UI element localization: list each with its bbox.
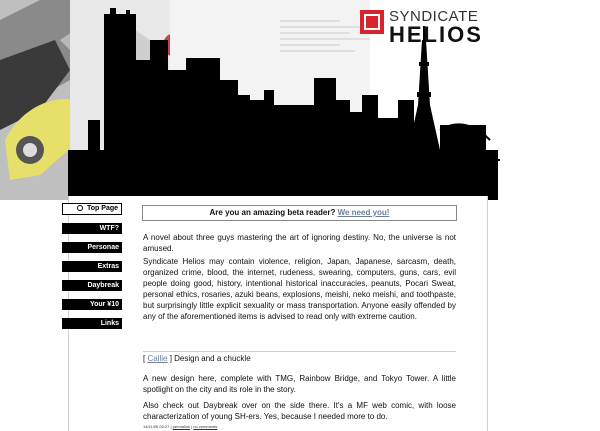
nav-top-page[interactable] [62, 203, 122, 215]
post-timestamp: 14/11/06 00:27 [143, 424, 170, 429]
nav-label: Top Page [87, 205, 118, 212]
post-heading [143, 351, 456, 363]
intro-paragraph: A novel about three guys mastering the art of ignoring destiny. No, the universe is not amused. [143, 233, 456, 253]
post-title: Design and a chuckle [171, 354, 251, 363]
site-logo[interactable] [360, 8, 490, 47]
post-meta: 14/11/06 00:27 | permalink | no comments [143, 424, 218, 429]
beta-reader-banner [142, 205, 457, 221]
beta-question: Are you an amazing beta reader? [209, 208, 336, 217]
nav-wtf[interactable]: WTF? [62, 223, 122, 234]
header-banner [0, 0, 600, 200]
nav-personae[interactable]: Personae [62, 242, 122, 253]
content-warning-paragraph: Syndicate Helios may contain violence, religion, Japan, Japanese, sarcasm, death, organized crime, blood, the internet, rudeness, swearing, computers, guns, cars, evil people doing good, history, intentional historical inaccuracies, peanuts, Pocari Sweat, personal ethics, rosaries, azuki beans, explosions, meishi, neko meishi, and toothpaste, but surprisingly little explicit sexuality or mass transportation. Anyone easily offended by any of the aforementioned items is advised to read only with extreme caution. [143, 257, 456, 321]
beta-link[interactable]: We need you! [337, 208, 390, 217]
logo-mark-icon [360, 10, 384, 34]
permalink-link[interactable]: permalink [172, 424, 191, 429]
logo-line2: HELIOS [389, 22, 483, 47]
nav-daybreak[interactable]: Daybreak [62, 280, 122, 291]
nav-extras[interactable]: Extras [62, 261, 122, 272]
category-link[interactable]: Callie [147, 354, 168, 363]
nav-links[interactable]: Links [62, 318, 122, 329]
sidebar-nav [62, 203, 122, 337]
logo-line1: SYNDICATE [389, 8, 479, 25]
post-paragraph: Also check out Daybreak over on the side there. It's a MF web comic, with loose characterization of young SH-ers. Yes, because I needed more to do. [143, 401, 456, 421]
post-category: [ Callie ] [143, 354, 172, 363]
nav-your-10[interactable]: Your ¥10 [62, 299, 122, 310]
post-paragraph: A new design here, complete with TMG, Rainbow Bridge, and Tokyo Tower. A little spotlight on the city and its role in the story. [143, 374, 456, 394]
skyline-illustration [0, 0, 600, 200]
comments-link[interactable]: no comments [193, 424, 218, 429]
circle-icon [77, 205, 83, 211]
